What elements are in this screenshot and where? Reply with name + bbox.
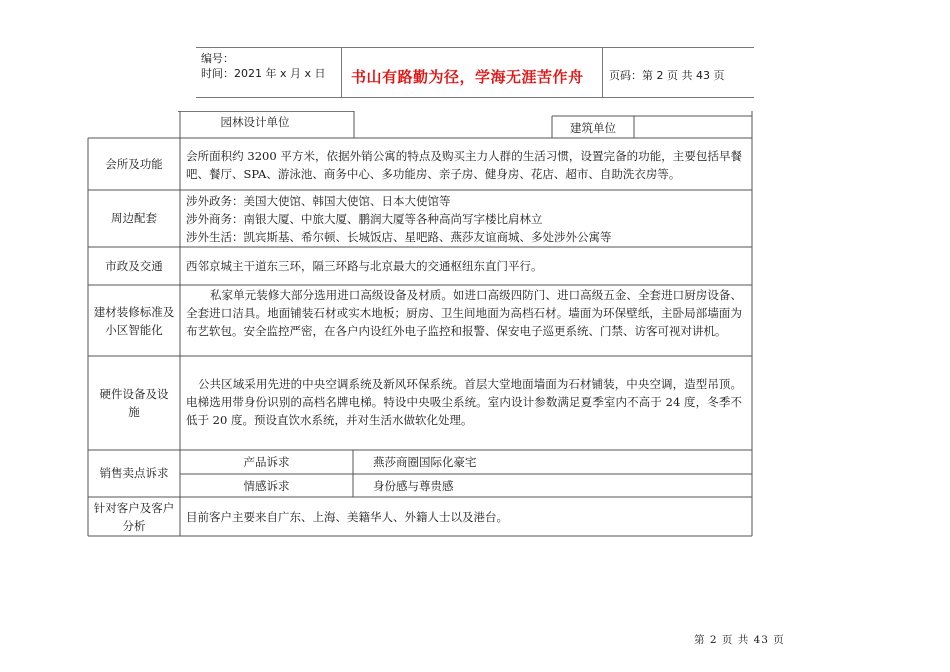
header-bottom-rule (196, 97, 754, 98)
design-unit-label: 园林设计单位 (220, 115, 290, 129)
hardware-label: 硬件设备及设施 (99, 387, 169, 419)
product-appeal-value: 燕莎商圈国际化豪宅 (373, 455, 477, 469)
header-divider (602, 47, 603, 97)
emotion-appeal-label: 情感诉求 (243, 479, 290, 493)
surroundings-line: 涉外商务：南银大厦、中旅大厦、鹏润大厦等各种高尚写字楼比肩林立 (186, 212, 543, 226)
clubhouse-text: 会所面积约 3200 平方米，依据外销公寓的特点及购买主力人群的生活习惯，设置完备的功能，主要包括早餐吧、餐厅、SPA、游泳池、商务中心、多功能房、亲子房、健身房、花店、超市、自助洗衣房等。 (186, 149, 742, 181)
customers-text: 目前客户主要来自广东、上海、美籍华人、外籍人士以及港台。 (186, 510, 508, 524)
document-time: 时间：2021 年 x 月 x 日 (201, 67, 326, 80)
materials-text: 私家单元装修大部分选用进口高级设备及材质。如进口高级四防门、进口高级五金、全套进口厨房设备、全套进口洁具。地面铺装石材或实木地板；厨房、卫生间地面为高档石材。墙面为环保壁纸，主卧局部墙面为布艺软包。安全监控严密，在各户内设红外电子监控和报警、保安电子巡更系统、门禁、访客可视对讲机。 (186, 288, 742, 338)
surroundings-line: 涉外生活：凯宾斯基、希尔顿、长城饭店、星吧路、燕莎友谊商城、多处涉外公寓等 (186, 230, 612, 244)
materials-label: 建材装修标准及小区智能化 (93, 305, 175, 337)
surroundings-line: 涉外政务：美国大使馆、韩国大使馆、日本大使馆等 (186, 194, 451, 208)
table-top-stub-rule (178, 111, 354, 112)
header-top-rule (196, 47, 754, 48)
header-motto: 书山有路勤为径，学海无涯苦作舟 (351, 68, 584, 86)
clubhouse-label: 会所及功能 (105, 157, 163, 171)
traffic-label: 市政及交通 (105, 259, 163, 273)
footer-page-number: 第 2 页 共 43 页 (694, 634, 785, 646)
hardware-text: 公共区域采用先进的中央空调系统及新风环保系统。首层大堂地面墙面为石材铺装，中央空调，造型吊顶。电梯选用带身份识别的高档名牌电梯。特设中央吸尘系统。室内设计参数满足夏季室内不高于 24 度，冬季不低于 20 度。预设直饮水系统，并对生活水做软化处理。 (186, 377, 742, 427)
construction-unit-label: 建筑单位 (570, 121, 616, 135)
header-page-number: 页码：第 2 页 共 43 页 (609, 69, 725, 82)
selling-points-label: 销售卖点诉求 (99, 466, 169, 480)
customers-label: 针对客户及客户分析 (93, 501, 175, 533)
traffic-text: 西邻京城主干道东三环，隔三环路与北京最大的交通枢纽东直门平行。 (186, 259, 543, 273)
emotion-appeal-value: 身份感与尊贵感 (373, 479, 454, 493)
product-appeal-label: 产品诉求 (243, 455, 290, 469)
header-divider (341, 47, 342, 97)
surroundings-label: 周边配套 (111, 211, 157, 225)
document-number-label: 编号： (201, 52, 234, 65)
